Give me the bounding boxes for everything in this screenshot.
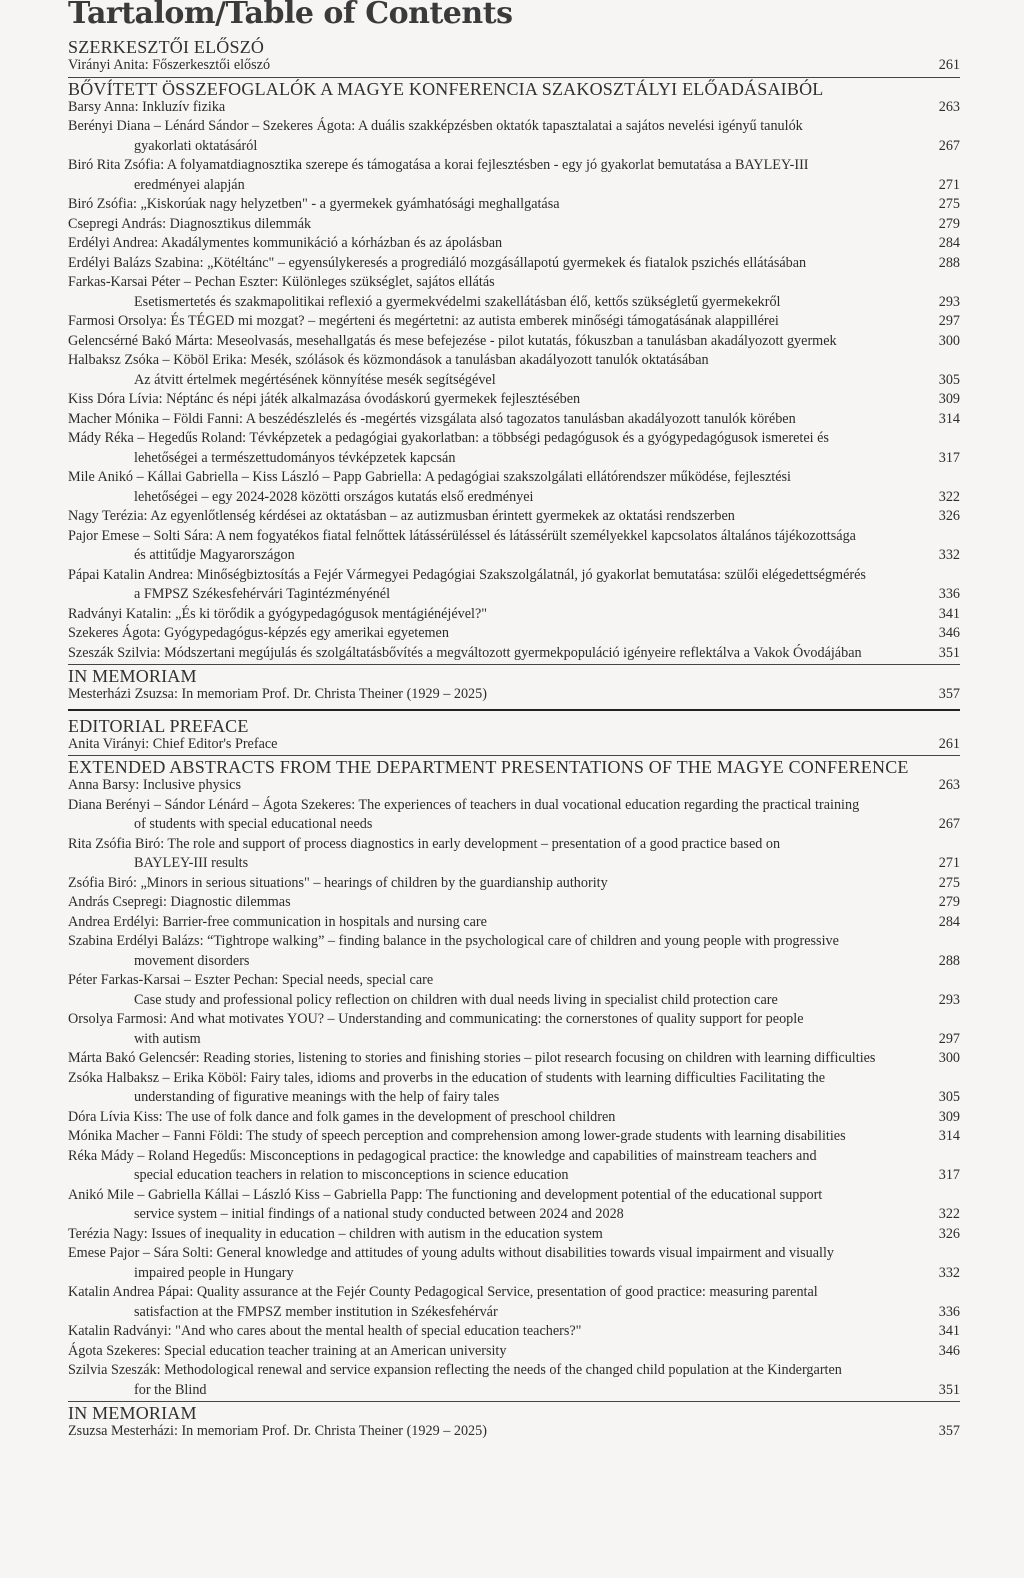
page-number: 326 (938, 1225, 960, 1242)
section-heading: IN MEMORIAM (68, 1403, 197, 1423)
section-heading: EXTENDED ABSTRACTS FROM THE DEPARTMENT PRESENTATIONS OF THE MAGYE CONFERENCE (68, 757, 909, 777)
page-number: 300 (938, 332, 960, 349)
page-number: 288 (938, 254, 960, 271)
entry-title: Berényi Diana – Lénárd Sándor – Szekeres Ágota: A duális szakképzésben oktatók tapasztalatai a sajátos nevelési igényű tanulók (68, 118, 803, 134)
toc-entry[interactable] (68, 468, 960, 507)
toc-entry[interactable] (68, 351, 960, 390)
entry-title-continuation: Case study and professional policy reflection on children with dual needs living in specialist child protection care (134, 991, 778, 1008)
toc-entry[interactable] (68, 332, 960, 352)
toc-entry[interactable] (68, 1186, 960, 1225)
page-number: 326 (938, 508, 960, 524)
toc-entry[interactable] (68, 1225, 960, 1245)
entry-title: Erdélyi Andrea: Akadálymentes kommunikáció a kórházban és az ápolásban (68, 235, 503, 251)
entry-title: Emese Pajor – Sára Solti: General knowledge and attitudes of young adults without disabilities towards visual impairment and visually (68, 1245, 834, 1261)
page-number: 297 (938, 313, 960, 329)
toc-entry[interactable] (68, 1283, 960, 1322)
entry-title: Mile Anikó – Kállai Gabriella – Kiss László – Papp Gabriella: A pedagógiai szakszolgálati ellátórendszer működése, fejlesztési (68, 469, 791, 485)
toc-entry[interactable] (68, 507, 960, 527)
page-number: 346 (938, 625, 960, 641)
entry-title: Márta Bakó Gelencsér: Reading stories, listening to stories and finishing stories – pilot research focusing on children with learning difficulties (68, 1050, 876, 1066)
entry-title-continuation: understanding of figurative meanings with the help of fairy tales (134, 1089, 500, 1105)
page-number: 293 (938, 991, 960, 1008)
entry-title: Radványi Katalin: „És ki törődik a gyógypedagógusok mentágiénéjével?" (68, 605, 488, 622)
page-number: 357 (938, 1423, 960, 1439)
toc-entry[interactable] (68, 273, 960, 312)
toc-entry[interactable] (68, 234, 960, 254)
toc-entry[interactable] (68, 117, 960, 156)
page-number: 305 (938, 1089, 960, 1105)
entry-title: Péter Farkas-Karsai – Eszter Pechan: Special needs, special care (68, 972, 434, 988)
entry-title: Anikó Mile – Gabriella Kállai – László Kiss – Gabriella Papp: The functioning and development potential of the educational support (68, 1186, 823, 1203)
toc-entry[interactable] (68, 390, 960, 410)
entry-title: Kiss Dóra Lívia: Néptánc és népi játék alkalmazása óvodáskorú gyermekek fejlesztésében (68, 391, 581, 407)
page-number: 271 (938, 855, 960, 871)
entry-title: Gelencsérné Bakó Márta: Meseolvasás, mesehallgatás és mese befejezése - pilot kutatás, fókuszban a tanulásban akadályozott gyermek (68, 332, 837, 349)
entry-title: Macher Mónika – Földi Fanni: A beszédészlelés és -megértés vizsgálata alsó tagozatos tanulásban akadályozott tanulók körében (68, 410, 796, 427)
page-number: 322 (938, 488, 960, 505)
section-heading: IN MEMORIAM (68, 666, 197, 686)
entry-title-continuation: a FMPSZ Székesfehérvári Tagintézményénél (134, 586, 391, 602)
section-heading: SZERKESZTŐI ELŐSZÓ (68, 37, 265, 57)
toc-entry[interactable] (68, 1108, 960, 1128)
toc-entry[interactable] (68, 971, 960, 1010)
entry-title: Mády Réka – Hegedűs Roland: Tévképzetek a pedagógiai gyakorlatban: a többségi pedagógusok és a gyógypedagógusok ismeretei és (68, 430, 829, 446)
toc-entry[interactable] (68, 1361, 960, 1400)
page-number: 341 (938, 1323, 960, 1339)
toc-entry[interactable] (68, 835, 960, 874)
page-number: 275 (938, 874, 960, 891)
toc-entry[interactable] (68, 1147, 960, 1186)
section-divider (68, 1401, 960, 1402)
page-number: 261 (938, 735, 960, 752)
page-number: 317 (938, 449, 960, 466)
entry-title: Orsolya Farmosi: And what motivates YOU? – Understanding and communicating: the cornerstones of quality support for people (68, 1011, 804, 1027)
toc-entry[interactable] (68, 735, 960, 755)
entry-title: Andrea Erdélyi: Barrier-free communication in hospitals and nursing care (68, 913, 487, 930)
entry-title: Zsuzsa Mesterházi: In memoriam Prof. Dr. Christa Theiner (1929 – 2025) (68, 1423, 487, 1439)
entry-title-continuation: gyakorlati oktatásáról (134, 137, 258, 154)
toc-entry[interactable] (68, 1049, 960, 1069)
toc-section (68, 758, 960, 1400)
page-number: 288 (938, 952, 960, 969)
toc-entry[interactable] (68, 1422, 960, 1442)
entry-title: Biró Zsófia: „Kiskorúak nagy helyzetben" - a gyermekek gyámhatósági meghallgatása (68, 196, 560, 212)
page-number: 336 (938, 1303, 960, 1320)
entry-title: András Csepregi: Diagnostic dilemmas (68, 894, 291, 910)
entry-title: Katalin Andrea Pápai: Quality assurance at the Fejér County Pedagogical Service, presentation of good practice: measuring parental (68, 1284, 818, 1300)
entry-title: Anna Barsy: Inclusive physics (68, 777, 241, 793)
page-number: 297 (938, 1030, 960, 1047)
entry-title: Mesterházi Zsuzsa: In memoriam Prof. Dr. Christa Theiner (1929 – 2025) (68, 686, 487, 702)
page-number: 263 (938, 98, 960, 115)
entry-title: Csepregi András: Diagnosztikus dilemmák (68, 215, 312, 232)
toc-entry[interactable] (68, 410, 960, 430)
entry-title-continuation: for the Blind (134, 1381, 207, 1398)
toc-entry[interactable] (68, 893, 960, 913)
section-divider (68, 709, 960, 711)
entry-title-continuation: és attitűdje Magyarországon (134, 547, 295, 563)
entry-title: Nagy Terézia: Az egyenlőtlenség kérdései az oktatásban – az autizmusban érintett gyermekek az oktatási rendszerben (68, 508, 735, 524)
page-number: 284 (938, 235, 960, 251)
entry-title: Szekeres Ágota: Gyógypedagógus-képzés egy amerikai egyetemen (68, 625, 449, 641)
entry-title: Zsófia Biró: „Minors in serious situations" – hearings of children by the guardianship authority (68, 874, 608, 891)
page-number: 300 (938, 1050, 960, 1066)
page-number: 332 (938, 1264, 960, 1281)
page-number: 322 (938, 1206, 960, 1222)
page-number: 271 (938, 176, 960, 193)
page-number: 261 (938, 57, 960, 73)
toc-entry[interactable] (68, 932, 960, 971)
toc-entry[interactable] (68, 156, 960, 195)
page-number: 279 (938, 215, 960, 232)
page-number: 336 (938, 586, 960, 602)
entry-title: Barsy Anna: Inkluzív fizika (68, 98, 226, 115)
entry-title-continuation: service system – initial findings of a national study conducted between 2024 and 2028 (134, 1206, 624, 1222)
entry-title: Katalin Radványi: "And who cares about the mental health of special education teachers?" (68, 1323, 582, 1339)
entry-title: Pápai Katalin Andrea: Minőségbiztosítás a Fejér Vármegyei Pedagógiai Szakszolgálatnál, jó gyakorlat bemutatása: szülői elégedettségmérés (68, 566, 866, 583)
page-number: 263 (938, 777, 960, 793)
toc-entry[interactable] (68, 1322, 960, 1342)
entry-title: Zsóka Halbaksz – Erika Köböl: Fairy tales, idioms and proverbs in the education of students with learning difficulties Facilitating the (68, 1069, 826, 1086)
toc-entry[interactable] (68, 796, 960, 835)
toc-entry[interactable] (68, 1010, 960, 1049)
section-heading: EDITORIAL PREFACE (68, 715, 249, 736)
section-divider (68, 755, 960, 756)
toc-entry[interactable] (68, 195, 960, 215)
page-number: 314 (938, 1128, 960, 1144)
entry-title: Szilvia Szeszák: Methodological renewal and service expansion reflecting the needs of the changed child population at the Kindergarten (68, 1362, 842, 1378)
page-number: 351 (938, 644, 960, 661)
entry-title: Szabina Erdélyi Balázs: “Tightrope walking” – finding balance in the psychological care of children and young people with progressive (68, 933, 839, 949)
entry-title: Diana Berényi – Sándor Lénárd – Ágota Szekeres: The experiences of teachers in dual vocational education regarding the practical training (68, 796, 860, 813)
toc-entry[interactable] (68, 685, 960, 705)
toc-entry[interactable] (68, 215, 960, 235)
page-number: 275 (938, 196, 960, 212)
toc-entry[interactable] (68, 644, 960, 664)
toc-entry[interactable] (68, 312, 960, 332)
page-number: 357 (938, 686, 960, 702)
toc-entry[interactable] (68, 254, 960, 274)
entry-title: Virányi Anita: Főszerkesztői előszó (68, 57, 271, 73)
toc-entry[interactable] (68, 605, 960, 625)
page-number: 305 (938, 371, 960, 388)
page-number: 267 (938, 137, 960, 154)
section-divider (68, 664, 960, 665)
entry-title: Erdélyi Balázs Szabina: „Kötéltánc" – egyensúlykeresés a progrediáló mozgásállapotú gyermekek és fiatalok pszichés ellátásában (68, 254, 807, 271)
toc-entry[interactable] (68, 624, 960, 644)
entry-title: Anita Virányi: Chief Editor's Preface (68, 735, 278, 752)
page-title: Tartalom/Table of Contents (68, 0, 513, 31)
page-number: 293 (938, 293, 960, 310)
toc-section (68, 38, 960, 76)
toc-entry[interactable] (68, 1342, 960, 1362)
page-number: 309 (938, 1108, 960, 1125)
page-number: 309 (938, 391, 960, 407)
toc-entry[interactable] (68, 913, 960, 933)
page-number: 317 (938, 1167, 960, 1183)
page-number: 267 (938, 816, 960, 832)
entry-title-continuation: lehetőségei – egy 2024-2028 közötti országos kutatás első eredményei (134, 488, 534, 505)
toc-entry[interactable] (68, 1244, 960, 1283)
entry-title: Biró Rita Zsófia: A folyamatdiagnosztika szerepe és támogatása a korai fejlesztésben - egy jó gyakorlat bemutatása a BAYLEY-III (68, 157, 809, 173)
entry-title: Terézia Nagy: Issues of inequality in education – children with autism in the education system (68, 1225, 603, 1242)
page-number: 346 (938, 1342, 960, 1359)
page-number: 314 (938, 410, 960, 427)
page-number: 341 (938, 605, 960, 622)
entry-title-continuation: Az átvitt értelmek megértésének könnyítése mesék segítségével (134, 371, 496, 388)
page-number: 279 (938, 894, 960, 910)
toc-entry[interactable] (68, 429, 960, 468)
entry-title-continuation: special education teachers in relation to misconceptions in science education (134, 1167, 569, 1183)
page-number: 351 (938, 1381, 960, 1398)
toc-entry[interactable] (68, 1127, 960, 1147)
toc-entry[interactable] (68, 56, 960, 76)
entry-title: Dóra Lívia Kiss: The use of folk dance and folk games in the development of preschool children (68, 1108, 616, 1125)
page-number: 284 (938, 913, 960, 930)
toc-entry[interactable] (68, 1069, 960, 1108)
toc-entry[interactable] (68, 527, 960, 566)
entry-title-continuation: Esetismertetés és szakmapolitikai reflexió a gyermekvédelmi szakellátásban élő, kettős szükségletű gyermekekről (134, 293, 781, 310)
entry-title-continuation: satisfaction at the FMPSZ member institution in Székesfehérvár (134, 1303, 498, 1320)
toc-section (68, 1404, 960, 1442)
section-heading: BŐVÍTETT ÖSSZEFOGLALÓK A MAGYE KONFERENCIA SZAKOSZTÁLYI ELŐADÁSAIBÓL (68, 78, 824, 99)
toc-section (68, 80, 960, 664)
page-number: 332 (938, 547, 960, 563)
entry-title-continuation: movement disorders (134, 952, 250, 969)
entry-title-continuation: with autism (134, 1030, 201, 1047)
toc-section (68, 717, 960, 755)
entry-title: Mónika Macher – Fanni Földi: The study of speech perception and comprehension among lower-grade students with learning disabilities (68, 1128, 846, 1144)
toc-entry[interactable] (68, 874, 960, 894)
entry-title: Ágota Szekeres: Special education teacher training at an American university (68, 1342, 507, 1359)
table-of-contents (68, 38, 960, 1442)
entry-title-continuation: eredményei alapján (134, 176, 245, 193)
entry-title: Szeszák Szilvia: Módszertani megújulás és szolgáltatásbővítés a megváltozott gyermekpopuláció igényeire reflektálva a Vakok Óvodájában (68, 644, 862, 661)
entry-title: Farmosi Orsolya: És TÉGED mi mozgat? – megérteni és megértetni: az autista emberek minőségi támogatásának alappillérei (68, 313, 779, 329)
entry-title-continuation: lehetőségei a természettudományos tévképzetek kapcsán (134, 449, 456, 466)
entry-title-continuation: impaired people in Hungary (134, 1264, 294, 1281)
toc-entry[interactable] (68, 776, 960, 796)
toc-section (68, 667, 960, 705)
toc-entry[interactable] (68, 98, 960, 118)
entry-title: Pajor Emese – Solti Sára: A nem fogyatékos fiatal felnőttek látássérüléssel és látássérült személyekkel kapcsolatos általános tájékozottsága (68, 527, 856, 544)
section-divider (68, 77, 960, 78)
entry-title-continuation: BAYLEY-III results (134, 855, 249, 871)
entry-title: Halbaksz Zsóka – Köböl Erika: Mesék, szólások és közmondások a tanulásban akadályozott tanulók oktatásában (68, 352, 709, 368)
entry-title: Farkas-Karsai Péter – Pechan Eszter: Különleges szükséglet, sajátos ellátás (68, 274, 495, 290)
entry-title-continuation: of students with special educational needs (134, 816, 373, 832)
toc-entry[interactable] (68, 566, 960, 605)
entry-title: Rita Zsófia Biró: The role and support of process diagnostics in early development – presentation of a good practice based on (68, 835, 781, 852)
entry-title: Réka Mády – Roland Hegedűs: Misconceptions in pedagogical practice: the knowledge and capabilities of mainstream teachers and (68, 1147, 817, 1164)
